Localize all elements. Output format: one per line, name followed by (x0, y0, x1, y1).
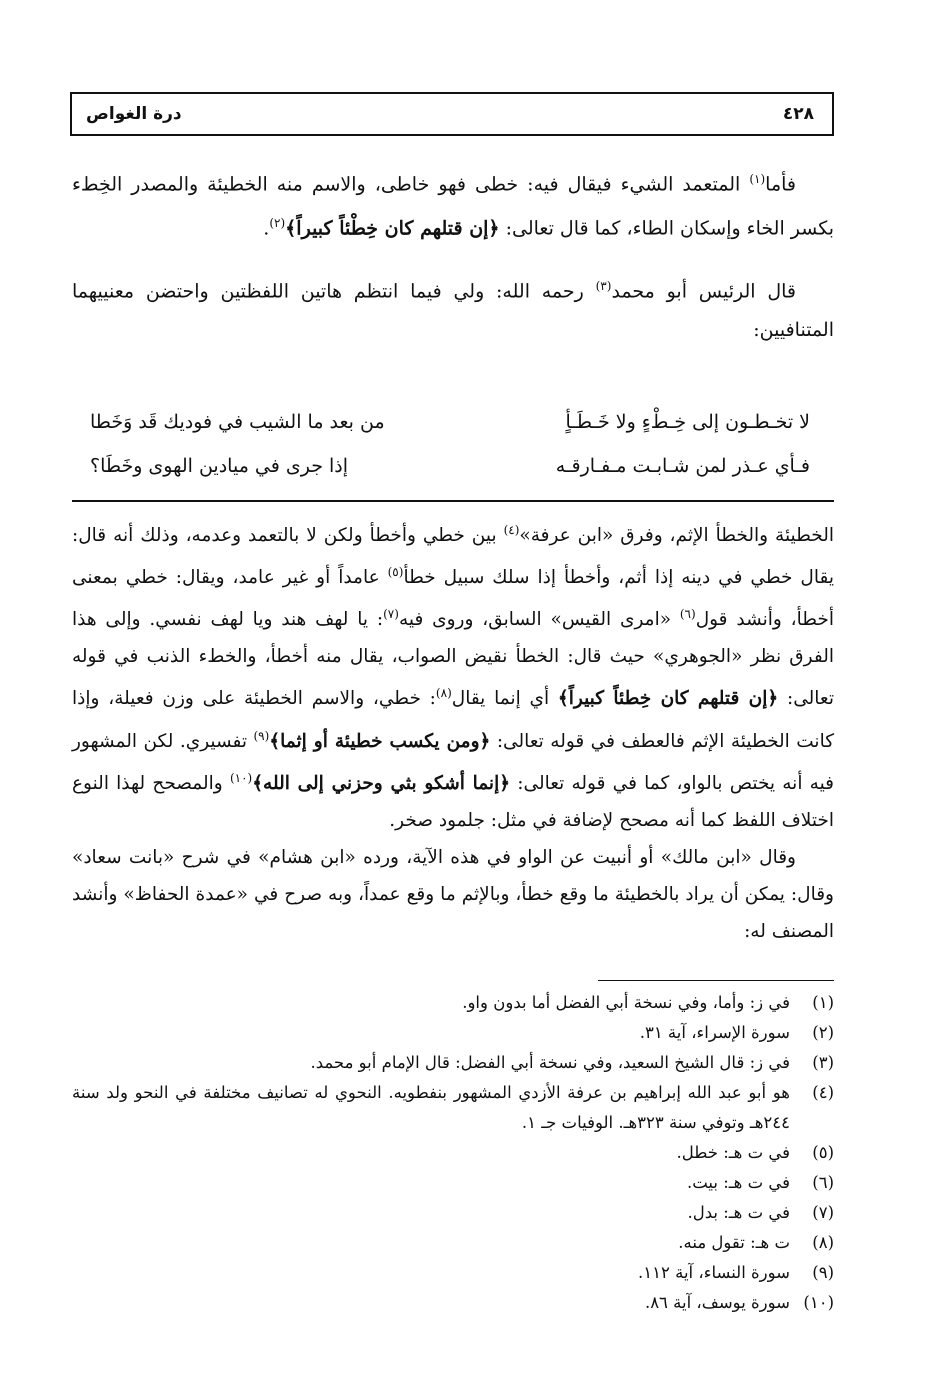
footnote-text: في ز: قال الشيخ السعيد، وفي نسخة أبي الفضل: قال الإمام أبو محمد. (310, 1053, 790, 1072)
paragraph-gap (72, 249, 834, 267)
footnote-ref-6[interactable]: (٦) (679, 607, 696, 622)
quran-verse: ﴿ومن يكسب خطيئة أو إثما﴾ (269, 730, 491, 752)
footnote-ref-3[interactable]: (٣) (595, 278, 612, 293)
footnote-text: سورة النساء، آية ١١٢. (638, 1263, 790, 1282)
footnote-number: (٢) (812, 1023, 834, 1042)
footnote-number: (١) (812, 993, 834, 1012)
commentary-divider (72, 500, 834, 502)
footnote-number: (٥) (812, 1143, 834, 1162)
text-run: فأما (765, 173, 796, 196)
poem-hemistich-second: من بعد ما الشيب في فوديك قَد وَخَطا (90, 411, 385, 433)
text-run: تفسيري. لكن المشهور فيه أنه يختص بالواو، كما في قوله تعالى: (72, 730, 835, 794)
footnote-number: (٦) (812, 1173, 834, 1192)
footnotes (72, 988, 834, 1318)
footnote-divider (598, 980, 834, 981)
footnote-text: ت هـ: تقول منه. (678, 1233, 790, 1252)
footnote-ref-8[interactable]: (٨) (435, 686, 452, 701)
text-run: عامداً أو غير عامد، ويقال: خطي بمعنى أخطأ، وأنشد قول (72, 567, 834, 631)
footnote-ref-10[interactable]: (١٠) (229, 770, 253, 785)
footnote-ref-2[interactable]: (٢) (269, 216, 286, 231)
quran-verse: ﴿إن قتلهم كان خِطئاً كبيراً﴾ (557, 688, 779, 710)
text-run: رحمه الله: ولي فيما انتظم هاتين اللفظتين واحتضن معنييهما المتنافيين: (72, 279, 834, 341)
footnote-number: (٨) (812, 1233, 834, 1252)
book-title: درة الغواص (86, 104, 182, 124)
main-paragraph-1 (72, 160, 834, 249)
footnote-text: في ت هـ: خطل. (676, 1143, 790, 1162)
text-run: : خطي، والاسم الخطيئة على وزن فعيلة، وإذا كانت الخطيئة الإثم فالعطف في قوله تعالى: (72, 688, 835, 752)
text-run: قال الرئيس أبو محمد (611, 279, 796, 302)
page-number: ٤٢٨ (782, 104, 814, 124)
footnote-text: سورة يوسف، آية ٨٦. (644, 1293, 790, 1312)
footnote-ref-1[interactable]: (١) (749, 172, 766, 186)
text-run: : يا لهف هند ويا لهف نفسي. وإلى هذا الفرق نظر «الجوهري» حيث قال: الخطأ نقيض الصواب، يقال منه أخطأ، والخطء الذنب في قوله تعالى: (72, 609, 834, 710)
footnote-text: في ز: وأما، وفي نسخة أبي الفضل أما بدون واو. (462, 993, 790, 1012)
footnote (72, 1198, 834, 1228)
poem-hemistich-second: إذا جرى في ميادين الهوى وخَطَا؟ (90, 455, 349, 477)
footnote-number: (١٠) (803, 1293, 834, 1312)
footnote-number: (٩) (812, 1263, 834, 1282)
text-run: والمصحح لهذا النوع اختلاف اللفظ كما أنه مصحح لإضافة في مثل: جلمود صخر. (72, 772, 834, 831)
footnote (72, 1018, 834, 1048)
footnote-number: (٤) (812, 1083, 834, 1102)
poem-line-1 (90, 400, 810, 444)
running-header (70, 92, 834, 136)
text-run: «امرى القيس» السابق، وروى فيه (398, 609, 680, 631)
quran-verse: ﴿إن قتلهم كان خِطْئاً كبيراً﴾ (285, 217, 500, 240)
footnote-ref-7[interactable]: (٧) (383, 607, 399, 622)
footnote (72, 1258, 834, 1288)
footnote (72, 1048, 834, 1078)
footnote (72, 1078, 834, 1138)
quran-verse: ﴿إنما أشكو بثي وحزني إلى الله﴾ (252, 772, 511, 794)
footnote-number: (٧) (812, 1203, 834, 1222)
footnote (72, 1288, 834, 1318)
footnote (72, 1138, 834, 1168)
footnote-text: في ت هـ: بيت. (686, 1173, 790, 1192)
footnote-text: في ت هـ: بدل. (687, 1203, 790, 1222)
footnote (72, 1228, 834, 1258)
footnote-ref-5[interactable]: (٥) (387, 565, 404, 580)
footnote (72, 988, 834, 1018)
text-run: بين خطي وأخطأ ولكن لا بالتعمد وعدمه، وذلك أنه قال: يقال خطي في دينه إذا أثم، وأخطأ إذا سلك سبيل خطأ (72, 525, 834, 589)
footnote-text: سورة الإسراء، آية ٣١. (639, 1023, 790, 1042)
footnote (72, 1168, 834, 1198)
footnote-ref-4[interactable]: (٤) (503, 523, 520, 537)
footnote-number: (٣) (812, 1053, 834, 1072)
text-run: المتعمد الشيء فيقال فيه: خطى فهو خاطى، والاسم منه الخطيئة والمصدر الخِطء بكسر الخاء وإسكان الطاء، كما قال تعالى: (72, 173, 834, 240)
poem-line-2 (90, 444, 810, 488)
text-run: أي إنما يقال (451, 688, 558, 710)
main-text (72, 160, 834, 350)
text-run: الخطيئة والخطأ الإثم، وفرق «ابن عرفة» (519, 525, 835, 547)
footnote-text: هو أبو عبد الله إبراهيم بن عرفة الأزدي المشهور بنفطويه. النحوي له تصانيف مختلفة في النحو ولد سنة ٢٤٤هـ وتوفي سنة ٣٢٣هـ. الوفيات جـ ١. (72, 1083, 790, 1132)
poem-hemistich-first: لا تخـطـون إلى خِـطْءٍ ولا خَـطَـأٍ (565, 411, 810, 433)
commentary (72, 512, 834, 950)
poem (90, 400, 810, 488)
text-run: . (263, 217, 270, 240)
commentary-paragraph-2: وقال «ابن مالك» أو أنبيت عن الواو في هذه الآية، ورده «ابن هشام» في شرح «بانت سعاد» وقال: يمكن أن يراد بالخطيئة ما وقع خطأ، وبالإثم ما وقع عمداً، وبه صرح في «عمدة الحفاظ» وأنشد المصنف له: (72, 846, 834, 942)
poem-hemistich-first: فـأي عـذر لمن شـابـت مـفـارقـه (555, 455, 810, 477)
main-paragraph-2 (72, 267, 834, 350)
commentary-paragraph-1 (72, 512, 834, 839)
footnote-ref-9[interactable]: (٩) (253, 728, 270, 743)
